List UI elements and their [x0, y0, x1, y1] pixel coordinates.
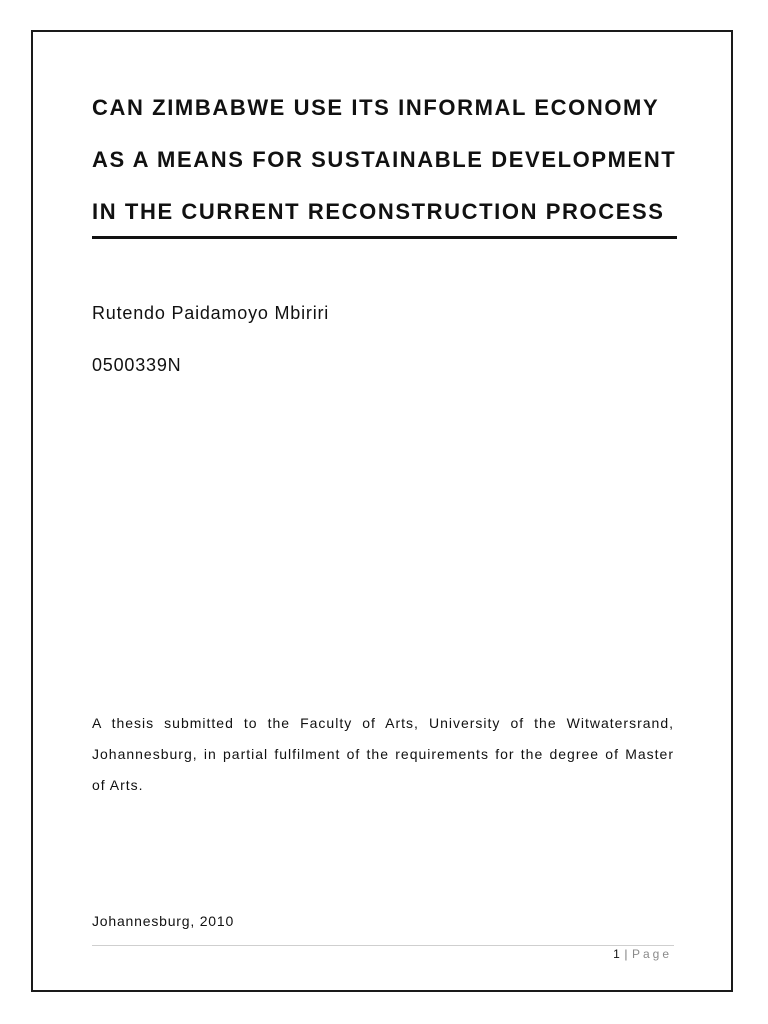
title-divider	[92, 236, 677, 239]
place-and-date: Johannesburg, 2010	[92, 913, 235, 929]
thesis-title	[92, 82, 682, 238]
title-line-1: CAN ZIMBABWE USE ITS INFORMAL ECONOMY	[92, 95, 660, 120]
title-line-2: AS A MEANS FOR SUSTAINABLE DEVELOPMENT	[92, 147, 677, 172]
page-number: 1	[613, 947, 622, 961]
title-line-3: IN THE CURRENT RECONSTRUCTION PROCESS	[92, 199, 665, 224]
page-footer	[613, 947, 672, 961]
author-name: Rutendo Paidamoyo Mbiriri	[92, 303, 330, 323]
page-label: Page	[631, 947, 672, 961]
page-separator: |	[624, 947, 629, 961]
footer-divider	[92, 945, 674, 946]
submission-statement: A thesis submitted to the Faculty of Arts, University of the Witwatersrand, Johannesburg, in partial fulfilment of the requirements for the degree of Master of Arts.	[92, 715, 674, 793]
student-number: 0500339N	[92, 355, 182, 375]
